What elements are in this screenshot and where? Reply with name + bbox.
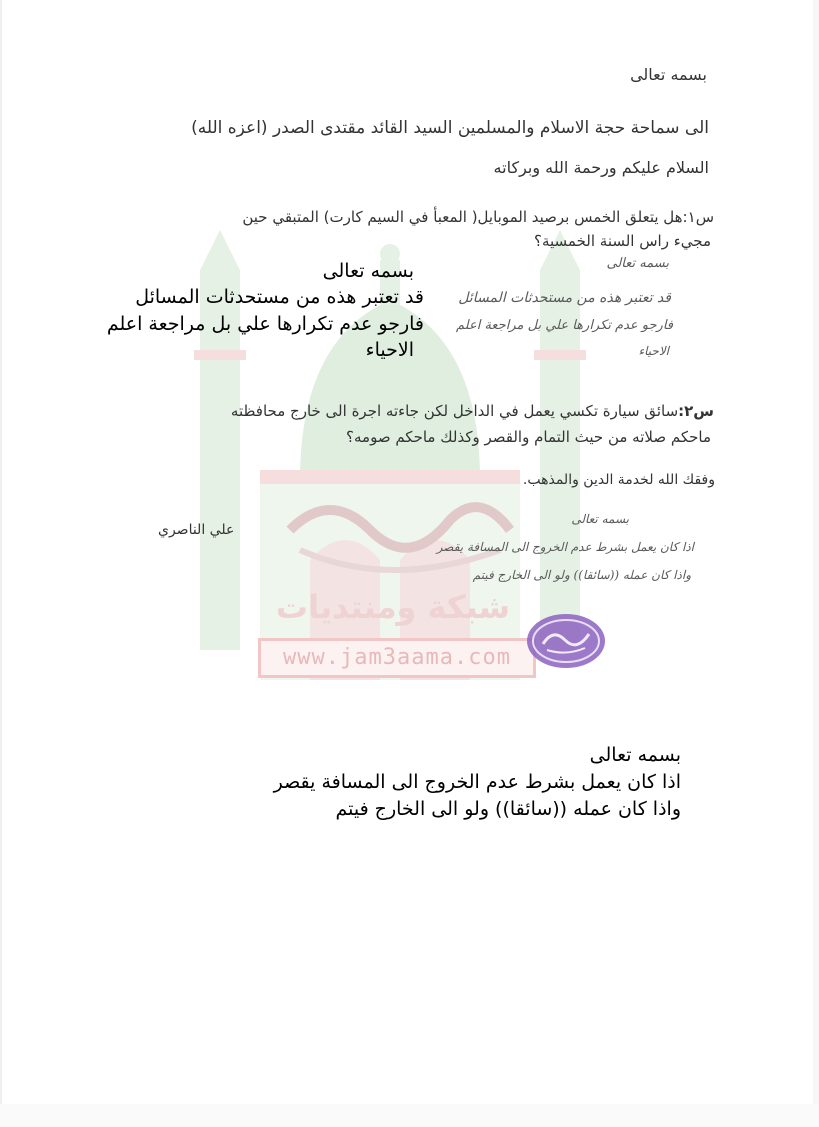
handwritten-answer-2-line-3: واذا كان عمله ((سائقا)) ولو الى الخارج فيتم bbox=[472, 568, 691, 582]
page-edge bbox=[0, 1104, 819, 1127]
question-1-line-1: س١:هل يتعلق الخمس برصيد الموبايل( المعبأ في السيم كارت) المتبقي حين bbox=[242, 208, 714, 226]
letter-greeting: السلام عليكم ورحمة الله وبركاته bbox=[493, 158, 709, 177]
typed-answer-2-line-1: بسمه تعالى bbox=[589, 744, 681, 766]
handwritten-answer-1-line-1: بسمه تعالى bbox=[606, 256, 669, 271]
letter-addressee: الى سماحة حجة الاسلام والمسلمين السيد القائد مقتدى الصدر (اعزه الله) bbox=[191, 118, 709, 138]
question-2-text: سائق سيارة تكسي يعمل في الداخل لكن جاءته اجرة الى خارج محافظته bbox=[230, 402, 679, 420]
question-2-label: س٢: bbox=[678, 402, 714, 420]
typed-answer-1-line-4: الاحياء bbox=[365, 339, 414, 361]
handwritten-answer-1-line-3: فارجو عدم تكرارها علي بل مراجعة اعلم bbox=[455, 318, 673, 333]
handwritten-answer-1-line-2: قد تعتبر هذه من مستحدثات المسائل bbox=[458, 290, 671, 306]
page-edge bbox=[0, 0, 2, 1127]
handwritten-answer-1-line-4: الاحياء bbox=[638, 344, 669, 358]
letter-signature: علي الناصري bbox=[158, 522, 235, 538]
seal-stamp-icon bbox=[525, 612, 607, 670]
question-1-line-2: مجيء راس السنة الخمسية؟ bbox=[534, 232, 711, 250]
handwritten-answer-2-line-1: بسمه تعالى bbox=[571, 512, 629, 526]
watermark-site-name: شبكة ومنتديات bbox=[275, 588, 511, 626]
letter-closing: وفقك الله لخدمة الدين والمذهب. bbox=[522, 472, 715, 488]
question-2-line-1 bbox=[231, 402, 714, 420]
handwritten-answer-2-line-2: اذا كان يعمل بشرط عدم الخروج الى المسافة يقصر bbox=[436, 540, 694, 554]
letter-heading: بسمه تعالى bbox=[630, 65, 707, 84]
typed-answer-2-line-3: واذا كان عمله ((سائقا)) ولو الى الخارج فيتم bbox=[335, 798, 681, 820]
question-2-line-2: ماحكم صلاته من حيث التمام والقصر وكذلك ماحكم صومه؟ bbox=[346, 428, 711, 446]
typed-answer-2-line-2: اذا كان يعمل بشرط عدم الخروج الى المسافة يقصر bbox=[273, 771, 681, 793]
typed-answer-1-line-2: قد تعتبر هذه من مستحدثات المسائل bbox=[135, 286, 424, 308]
watermark-url: www.jam3aama.com bbox=[258, 638, 536, 678]
page-edge bbox=[813, 0, 819, 1127]
typed-answer-1-line-3: فارجو عدم تكرارها علي بل مراجعة اعلم bbox=[106, 313, 424, 335]
typed-answer-1-line-1: بسمه تعالى bbox=[322, 260, 414, 282]
